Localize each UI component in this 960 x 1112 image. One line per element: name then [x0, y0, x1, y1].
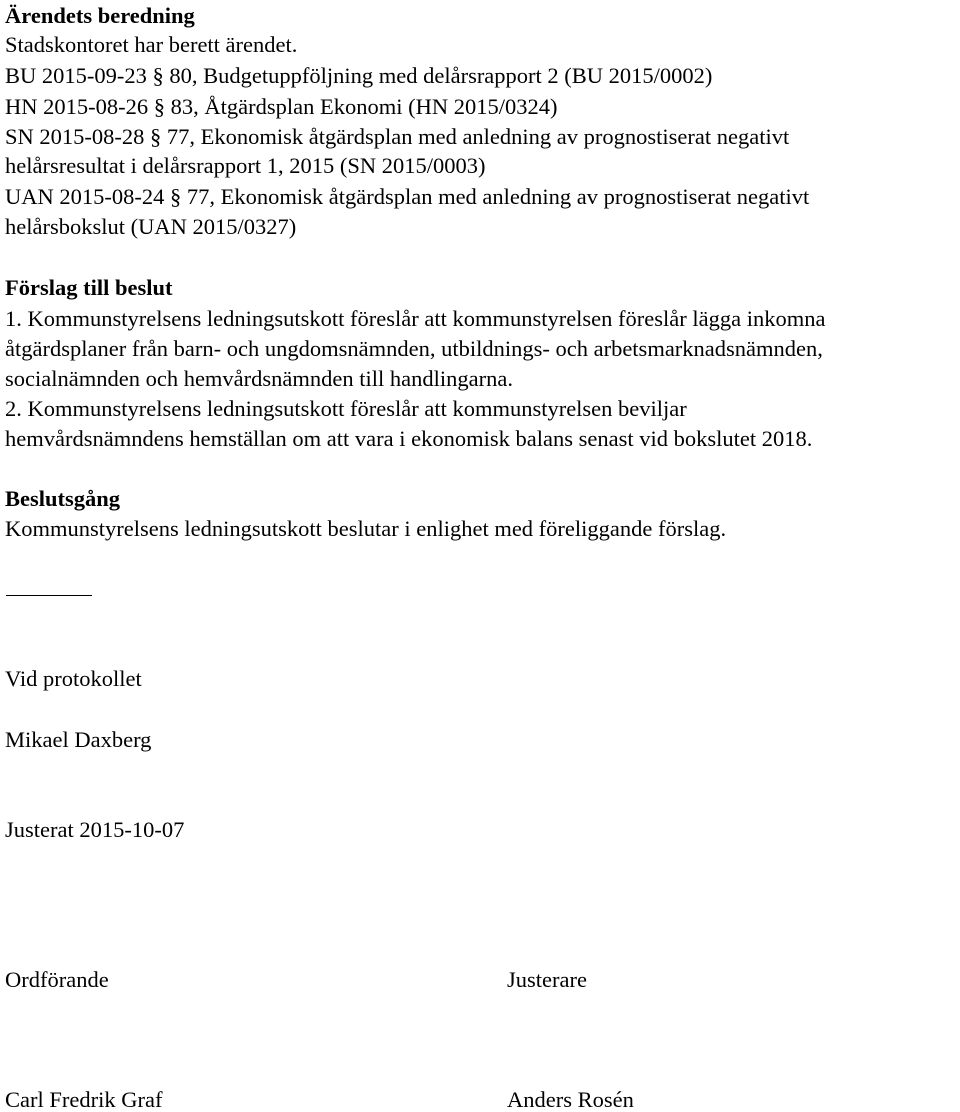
- section-heading-beslutsgang: Beslutsgång: [5, 486, 121, 511]
- reference-line: SN 2015-08-28 § 77, Ekonomisk åtgärdsplan med anledning av prognostiserat negativt: [5, 124, 790, 149]
- section-heading-beredning: Ärendets beredning: [5, 3, 195, 28]
- reference-line: helårsbokslut (UAN 2015/0327): [5, 214, 297, 239]
- separator-rule: [6, 595, 92, 596]
- proposal-line: 1. Kommunstyrelsens ledningsutskott föreslår att kommunstyrelsen föreslår lägga inkomna: [5, 306, 826, 331]
- reference-line: UAN 2015-08-24 § 77, Ekonomisk åtgärdsplan med anledning av prognostiserat negativt: [5, 184, 810, 209]
- beslutsgang-text: Kommunstyrelsens ledningsutskott beslutar i enlighet med föreliggande förslag.: [5, 516, 727, 541]
- reference-line: HN 2015-08-26 § 83, Åtgärdsplan Ekonomi (HN 2015/0324): [5, 94, 558, 119]
- signature-name-adjuster: Anders Rosén: [507, 1087, 634, 1112]
- proposal-line: socialnämnden och hemvårdsnämnden till handlingarna.: [5, 366, 513, 391]
- protokoll-label: Vid protokollet: [5, 666, 142, 691]
- signature-role-chair: Ordförande: [5, 967, 109, 992]
- beredning-intro: Stadskontoret har berett ärendet.: [5, 32, 298, 57]
- justerat-date: Justerat 2015-10-07: [5, 817, 185, 842]
- reference-line: BU 2015-09-23 § 80, Budgetuppföljning med delårsrapport 2 (BU 2015/0002): [5, 63, 713, 88]
- proposal-line: åtgärdsplaner från barn- och ungdomsnämnden, utbildnings- och arbetsmarknadsnämnden,: [5, 336, 823, 361]
- reference-line: helårsresultat i delårsrapport 1, 2015 (SN 2015/0003): [5, 153, 486, 178]
- proposal-line: 2. Kommunstyrelsens ledningsutskott föreslår att kommunstyrelsen beviljar: [5, 396, 687, 421]
- proposal-line: hemvårdsnämndens hemställan om att vara i ekonomisk balans senast vid bokslutet 2018.: [5, 426, 813, 451]
- signature-name-chair: Carl Fredrik Graf: [5, 1087, 163, 1112]
- signature-role-adjuster: Justerare: [507, 967, 587, 992]
- section-heading-forslag: Förslag till beslut: [5, 275, 173, 300]
- secretary-name: Mikael Daxberg: [5, 727, 152, 752]
